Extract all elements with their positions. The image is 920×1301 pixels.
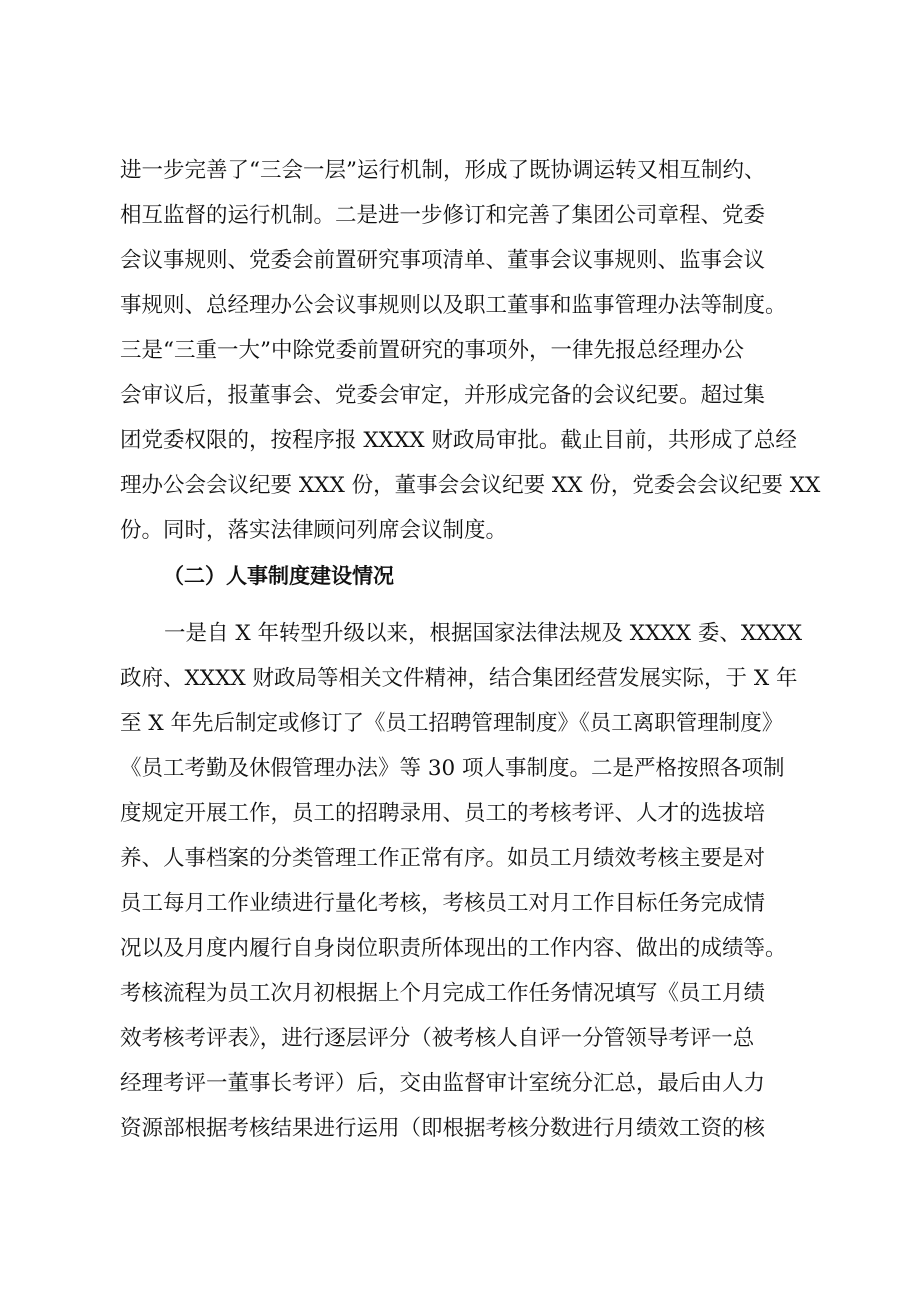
paragraph-line: 至 X 年先后制定或修订了《员工招聘管理制度》《员工离职管理制度》 bbox=[120, 711, 784, 736]
paragraph-line: 《员工考勤及休假管理办法》等 30 项人事制度。二是严格按照各项制 bbox=[120, 756, 785, 781]
paragraph-line: 份。同时，落实法律顾问列席会议制度。 bbox=[120, 518, 508, 543]
paragraph-line: 三是“三重一大”中除党委前置研究的事项外，一律先报总经理办公 bbox=[120, 338, 744, 363]
paragraph-line: 考核流程为员工次月初根据上个月完成工作任务情况填写《员工月绩 bbox=[120, 981, 766, 1006]
paragraph-line: 政府、XXXX 财政局等相关文件精神，结合集团经营发展实际，于 X 年 bbox=[120, 666, 798, 691]
paragraph-line: 况以及月度内履行自身岗位职责所体现出的工作内容、做出的成绩等。 bbox=[120, 936, 787, 961]
paragraph-line: 会议事规则、党委会前置研究事项清单、董事会议事规则、监事会议 bbox=[120, 248, 766, 273]
paragraph-line: 相互监督的运行机制。二是进一步修订和完善了集团公司章程、党委 bbox=[120, 203, 766, 228]
paragraph-line: 理办公会会议纪要 XXX 份，董事会会议纪要 XX 份，党委会会议纪要 XX bbox=[120, 473, 821, 498]
paragraph-line: 会审议后，报董事会、党委会审定，并形成完备的会议纪要。超过集 bbox=[120, 383, 766, 408]
paragraph-line: 度规定开展工作，员工的招聘录用、员工的考核考评、人才的选拔培 bbox=[120, 801, 766, 826]
paragraph-line: 进一步完善了“三会一层”运行机制，形成了既协调运转又相互制约、 bbox=[120, 158, 766, 183]
paragraph-line: 效考核考评表》，进行逐层评分（被考核人自评一分管领导考评一总 bbox=[120, 1026, 755, 1051]
section-heading: （二）人事制度建设情况 bbox=[163, 564, 394, 588]
paragraph-line: 员工每月工作业绩进行量化考核，考核员工对月工作目标任务完成情 bbox=[120, 891, 766, 916]
paragraph-line: 经理考评一董事长考评）后，交由监督审计室统分汇总，最后由人力 bbox=[120, 1071, 766, 1096]
paragraph-line: 事规则、总经理办公会议事规则以及职工董事和监事管理办法等制度。 bbox=[120, 293, 787, 318]
paragraph-line: 资源部根据考核结果进行运用（即根据考核分数进行月绩效工资的核 bbox=[120, 1116, 766, 1141]
paragraph-line: 团党委权限的，按程序报 XXXX 财政局审批。截止目前，共形成了总经 bbox=[120, 428, 797, 453]
paragraph-line: 养、人事档案的分类管理工作正常有序。如员工月绩效考核主要是对 bbox=[120, 846, 766, 871]
paragraph-line: 一是自 X 年转型升级以来，根据国家法律法规及 XXXX 委、XXXX bbox=[164, 621, 803, 646]
